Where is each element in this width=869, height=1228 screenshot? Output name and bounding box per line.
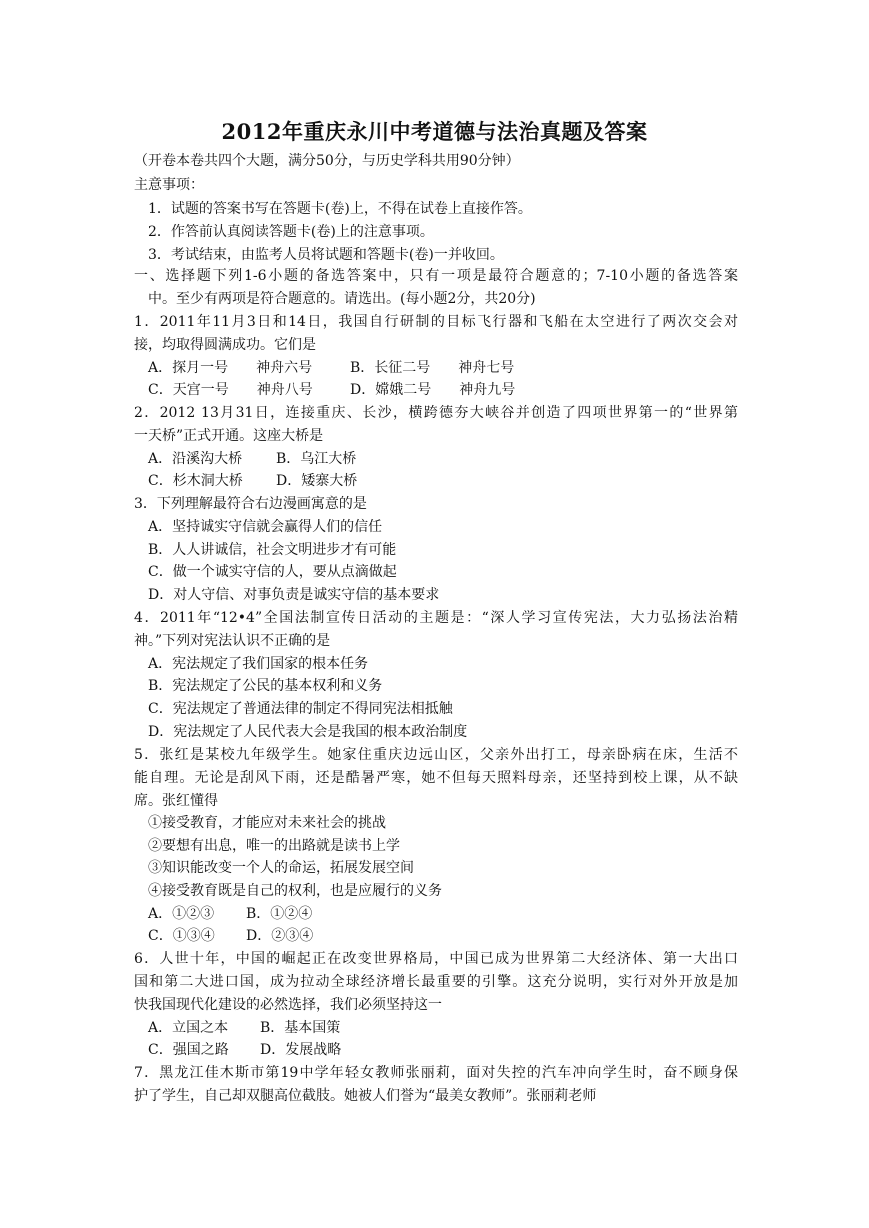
notice-item: 1．试题的答案书写在答题卡(卷)上，不得在试卷上直接作答。 [148,201,532,217]
question-5-item: ①接受教育，才能应对未来社会的挑战 [148,815,386,831]
notice-item: 2．作答前认真阅读答题卡(卷)上的注意事项。 [148,224,434,240]
question-1-option-b: B．长征二号 神舟七号 [350,360,515,376]
question-1-option-c: C．天宫一号 神舟八号 [148,382,313,398]
question-5-option-c: C．①③④ [148,928,215,944]
question-2-option-a: A．沿溪沟大桥 [148,451,243,467]
question-1-option-d: D．嫦娥二号 神舟九号 [350,382,516,398]
question-2-option-b: B．乌江大桥 [276,451,357,467]
question-6-option-b: B．基本国策 [260,1020,341,1036]
question-4-option-b: B．宪法规定了公民的基本权利和义务 [148,678,383,694]
question-6-text: 6．人世十年，中国的崛起正在改变世界格局，中国已成为世界第二大经济体、第一大出口 [134,951,738,967]
question-2-text-cont: 一天桥”正式开通。这座大桥是 [134,428,324,444]
question-5-option-b: B．①②④ [246,906,313,922]
question-6-text-cont: 国和第二大进口国，成为拉动全球经济增长最重要的引擎。这充分说明，实行对外开放是加 [134,974,738,990]
question-3-text: 3．下列理解最符合右边漫画寓意的是 [134,496,367,512]
question-6-text-cont: 快我国现代化建设的必然选择，我们必须坚持这一 [134,997,442,1013]
question-6-option-a: A．立国之本 [148,1020,229,1036]
question-5-item: ②要想有出息，唯一的出路就是读书上学 [148,838,400,854]
question-5-item: ③知识能改变一个人的命运，拓展发展空间 [148,860,414,876]
question-3-option-b: B．人人讲诚信，社会文明进步才有可能 [148,542,397,558]
question-3-option-d: D．对人守信、对事负责是诚实守信的基本要求 [148,587,440,603]
section-heading-cont: 中。至少有两项是符合题意的。请选出。(每小题2分，共20分) [148,291,536,307]
question-4-text-cont: 神。”下列对宪法认识不正确的是 [134,633,331,649]
question-4-text: 4．2011年“12•4”全国法制宣传日活动的主题是：“深人学习宣传宪法，大力弘扬法治精 [134,610,738,626]
notice-header: 主意事项： [134,177,204,193]
question-7-text: 7．黑龙江佳木斯市第19中学年轻女教师张丽莉，面对失控的汽车冲向学生时，奋不顾身保 [134,1065,738,1081]
question-2-option-d: D．矮寨大桥 [276,473,358,489]
question-6-option-c: C．强国之路 [148,1042,229,1058]
question-1-text-cont: 接，均取得圆满成功。它们是 [134,337,316,353]
question-1-text: 1．2011年11月3日和14日，我国自行研制的目标飞行器和飞船在太空进行了两次交会对 [134,314,738,330]
question-4-option-a: A．宪法规定了我们国家的根本任务 [148,656,369,672]
question-4-option-d: D．宪法规定了人民代表大会是我国的根本政治制度 [148,724,468,740]
question-7-text-cont: 护了学生，自己却双腿高位截肢。她被人们誉为“最美女教师”。张丽莉老师 [134,1088,597,1104]
question-4-option-c: C．宪法规定了普通法律的制定不得同宪法相抵触 [148,701,453,717]
question-5-text-cont: 能自理。无论是刮风下雨，还是酷暑严寒，她不但每天照料母亲，还坚持到校上课，从不缺 [134,770,738,786]
question-6-option-d: D．发展战略 [260,1042,342,1058]
question-2-option-c: C．杉木洞大桥 [148,473,243,489]
page-title: 2012年重庆永川中考道德与法治真题及答案 [221,119,648,144]
question-5-option-a: A．①②③ [148,906,215,922]
question-3-option-c: C．做一个诚实守信的人，要从点滴做起 [148,564,397,580]
question-5-text: 5．张红是某校九年级学生。她家住重庆边远山区，父亲外出打工，母亲卧病在床，生活不 [134,747,738,763]
question-5-item: ④接受教育既是自己的权利，也是应履行的义务 [148,883,442,899]
notice-item: 3．考试结束，由监考人员将试题和答题卡(卷)一并收回。 [148,247,504,263]
section-heading: 一、选择题下列1-6小题的备选答案中，只有一项是最符合题意的；7-10小题的备选答案 [134,268,738,284]
question-5-text-cont: 席。张红懂得 [134,793,218,809]
question-1-option-a: A．探月一号 神舟六号 [148,360,313,376]
question-2-text: 2．2012 13月31日，连接重庆、长沙，横跨德夯大峡谷并创造了四项世界第一的“世界第 [134,405,738,421]
question-3-option-a: A．坚持诚实守信就会赢得人们的信任 [148,519,383,535]
question-5-option-d: D．②③④ [246,928,314,944]
exam-subtitle: （开卷本卷共四个大题，满分50分，与历史学科共用90分钟） [134,153,520,169]
